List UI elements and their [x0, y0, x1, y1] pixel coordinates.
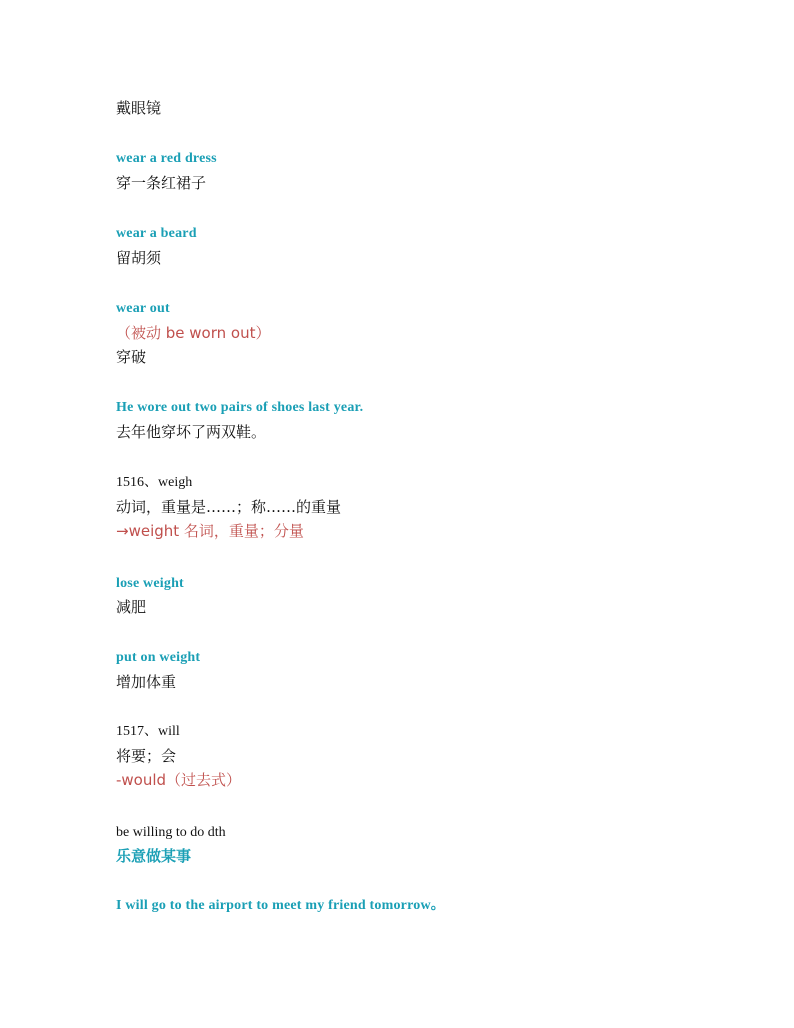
phrase-meaning-wear-glasses: 戴眼镜 — [116, 99, 162, 117]
phrase-wear-out-passive-note: （被动 be worn out） — [116, 324, 271, 342]
entry-definition-will: 将要；会 — [116, 747, 177, 765]
phrase-meaning-put-on-weight: 增加体重 — [116, 673, 177, 691]
entry-heading-1517-will: 1517、will — [116, 724, 180, 739]
entry-definition-weigh: 动词，重量是……；称……的重量 — [116, 498, 342, 516]
phrase-be-willing-to-do: be willing to do dth — [116, 825, 226, 840]
phrase-wear-out: wear out — [116, 301, 170, 316]
entry-heading-1516-weigh: 1516、weigh — [116, 475, 193, 490]
example-translation-wore-out: 去年他穿坏了两双鞋。 — [116, 423, 267, 441]
phrase-wear-a-beard: wear a beard — [116, 226, 197, 241]
phrase-meaning-lose-weight: 减肥 — [116, 598, 147, 616]
phrase-meaning-wear-out: 穿破 — [116, 348, 147, 366]
phrase-meaning-red-dress: 穿一条红裙子 — [116, 174, 207, 192]
phrase-meaning-be-willing: 乐意做某事 — [116, 847, 192, 865]
phrase-meaning-beard: 留胡须 — [116, 249, 162, 267]
example-sentence-will-go-airport: I will go to the airport to meet my friend tomorrow。 — [116, 898, 445, 913]
derived-form-weight: →weight 名词，重量；分量 — [116, 522, 304, 540]
phrase-put-on-weight: put on weight — [116, 650, 201, 665]
example-sentence-wore-out: He wore out two pairs of shoes last year. — [116, 400, 364, 415]
derived-form-would: -would（过去式） — [116, 771, 242, 789]
phrase-lose-weight: lose weight — [116, 576, 184, 591]
phrase-wear-a-red-dress: wear a red dress — [116, 151, 217, 166]
